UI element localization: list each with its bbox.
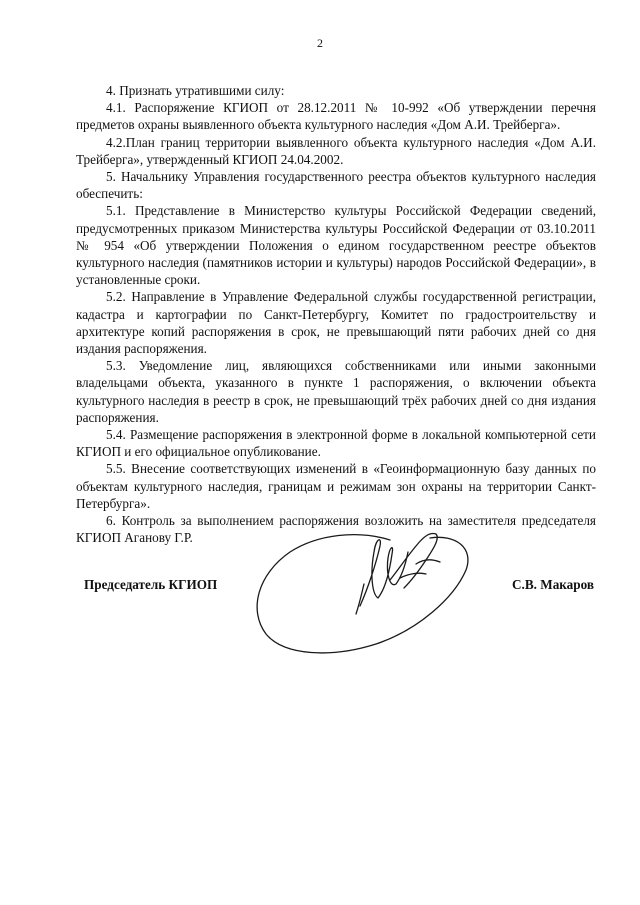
paragraph-5: 5. Начальнику Управления государственного реестра объектов культурного наследия обеспечить: [76,169,596,202]
signatory-name: С.В. Макаров [512,577,594,592]
paragraph-5-1: 5.1. Представление в Министерство культуры Российской Федерации сведений, предусмотренных приказом Министерства культуры Российской Федерации от 03.10.2011 № 954 «Об утверждении Положения о едином государственном реестре объектов культурного наследия (памятников истории и культуры) народов Российской Федерации», в установленные сроки. [76,203,596,288]
paragraph-5-2: 5.2. Направление в Управление Федеральной службы государственной регистрации, кадастра и картографии по Санкт-Петербургу, Комитет по градостроительству и архитектуре копий распоряжения в срок, не превышающий пяти рабочих дней со дня издания распоряжения. [76,289,596,357]
paragraph-5-3: 5.3. Уведомление лиц, являющихся собственниками или иными законными владельцами объекта, указанного в пункте 1 распоряжения, о включении объекта культурного наследия в реестр в срок, не превышающий трёх рабочих дней со дня издания распоряжения. [76,358,596,425]
handwritten-signature-icon [240,518,490,658]
page-number: 2 [317,36,323,50]
paragraph-5-5: 5.5. Внесение соответствующих изменений в «Геоинформационную базу данных по объектам культурного наследия, границам и режимам зон охраны на территории Санкт-Петербурга». [76,461,596,511]
signatory-title: Председатель КГИОП [84,577,218,592]
paragraph-4-1: 4.1. Распоряжение КГИОП от 28.12.2011 № 10-992 «Об утверждении перечня предметов охраны выявленного объекта культурного наследия «Дом А.И. Трейберга». [76,100,596,133]
paragraph-4-2: 4.2.План границ территории выявленного объекта культурного наследия «Дом А.И. Трейберга», утвержденный КГИОП 24.04.2002. [76,134,596,167]
paragraph-6: 6. Контроль за выполнением распоряжения возложить на заместителя председателя КГИОП Аганову Г.Р. [76,513,596,546]
paragraph-5-4: 5.4. Размещение распоряжения в электронной форме в локальной компьютерной сети КГИОП и его официальное опубликование. [76,427,596,460]
paragraph-4: 4. Признать утратившими силу: [106,83,285,98]
document-body [76,82,596,546]
